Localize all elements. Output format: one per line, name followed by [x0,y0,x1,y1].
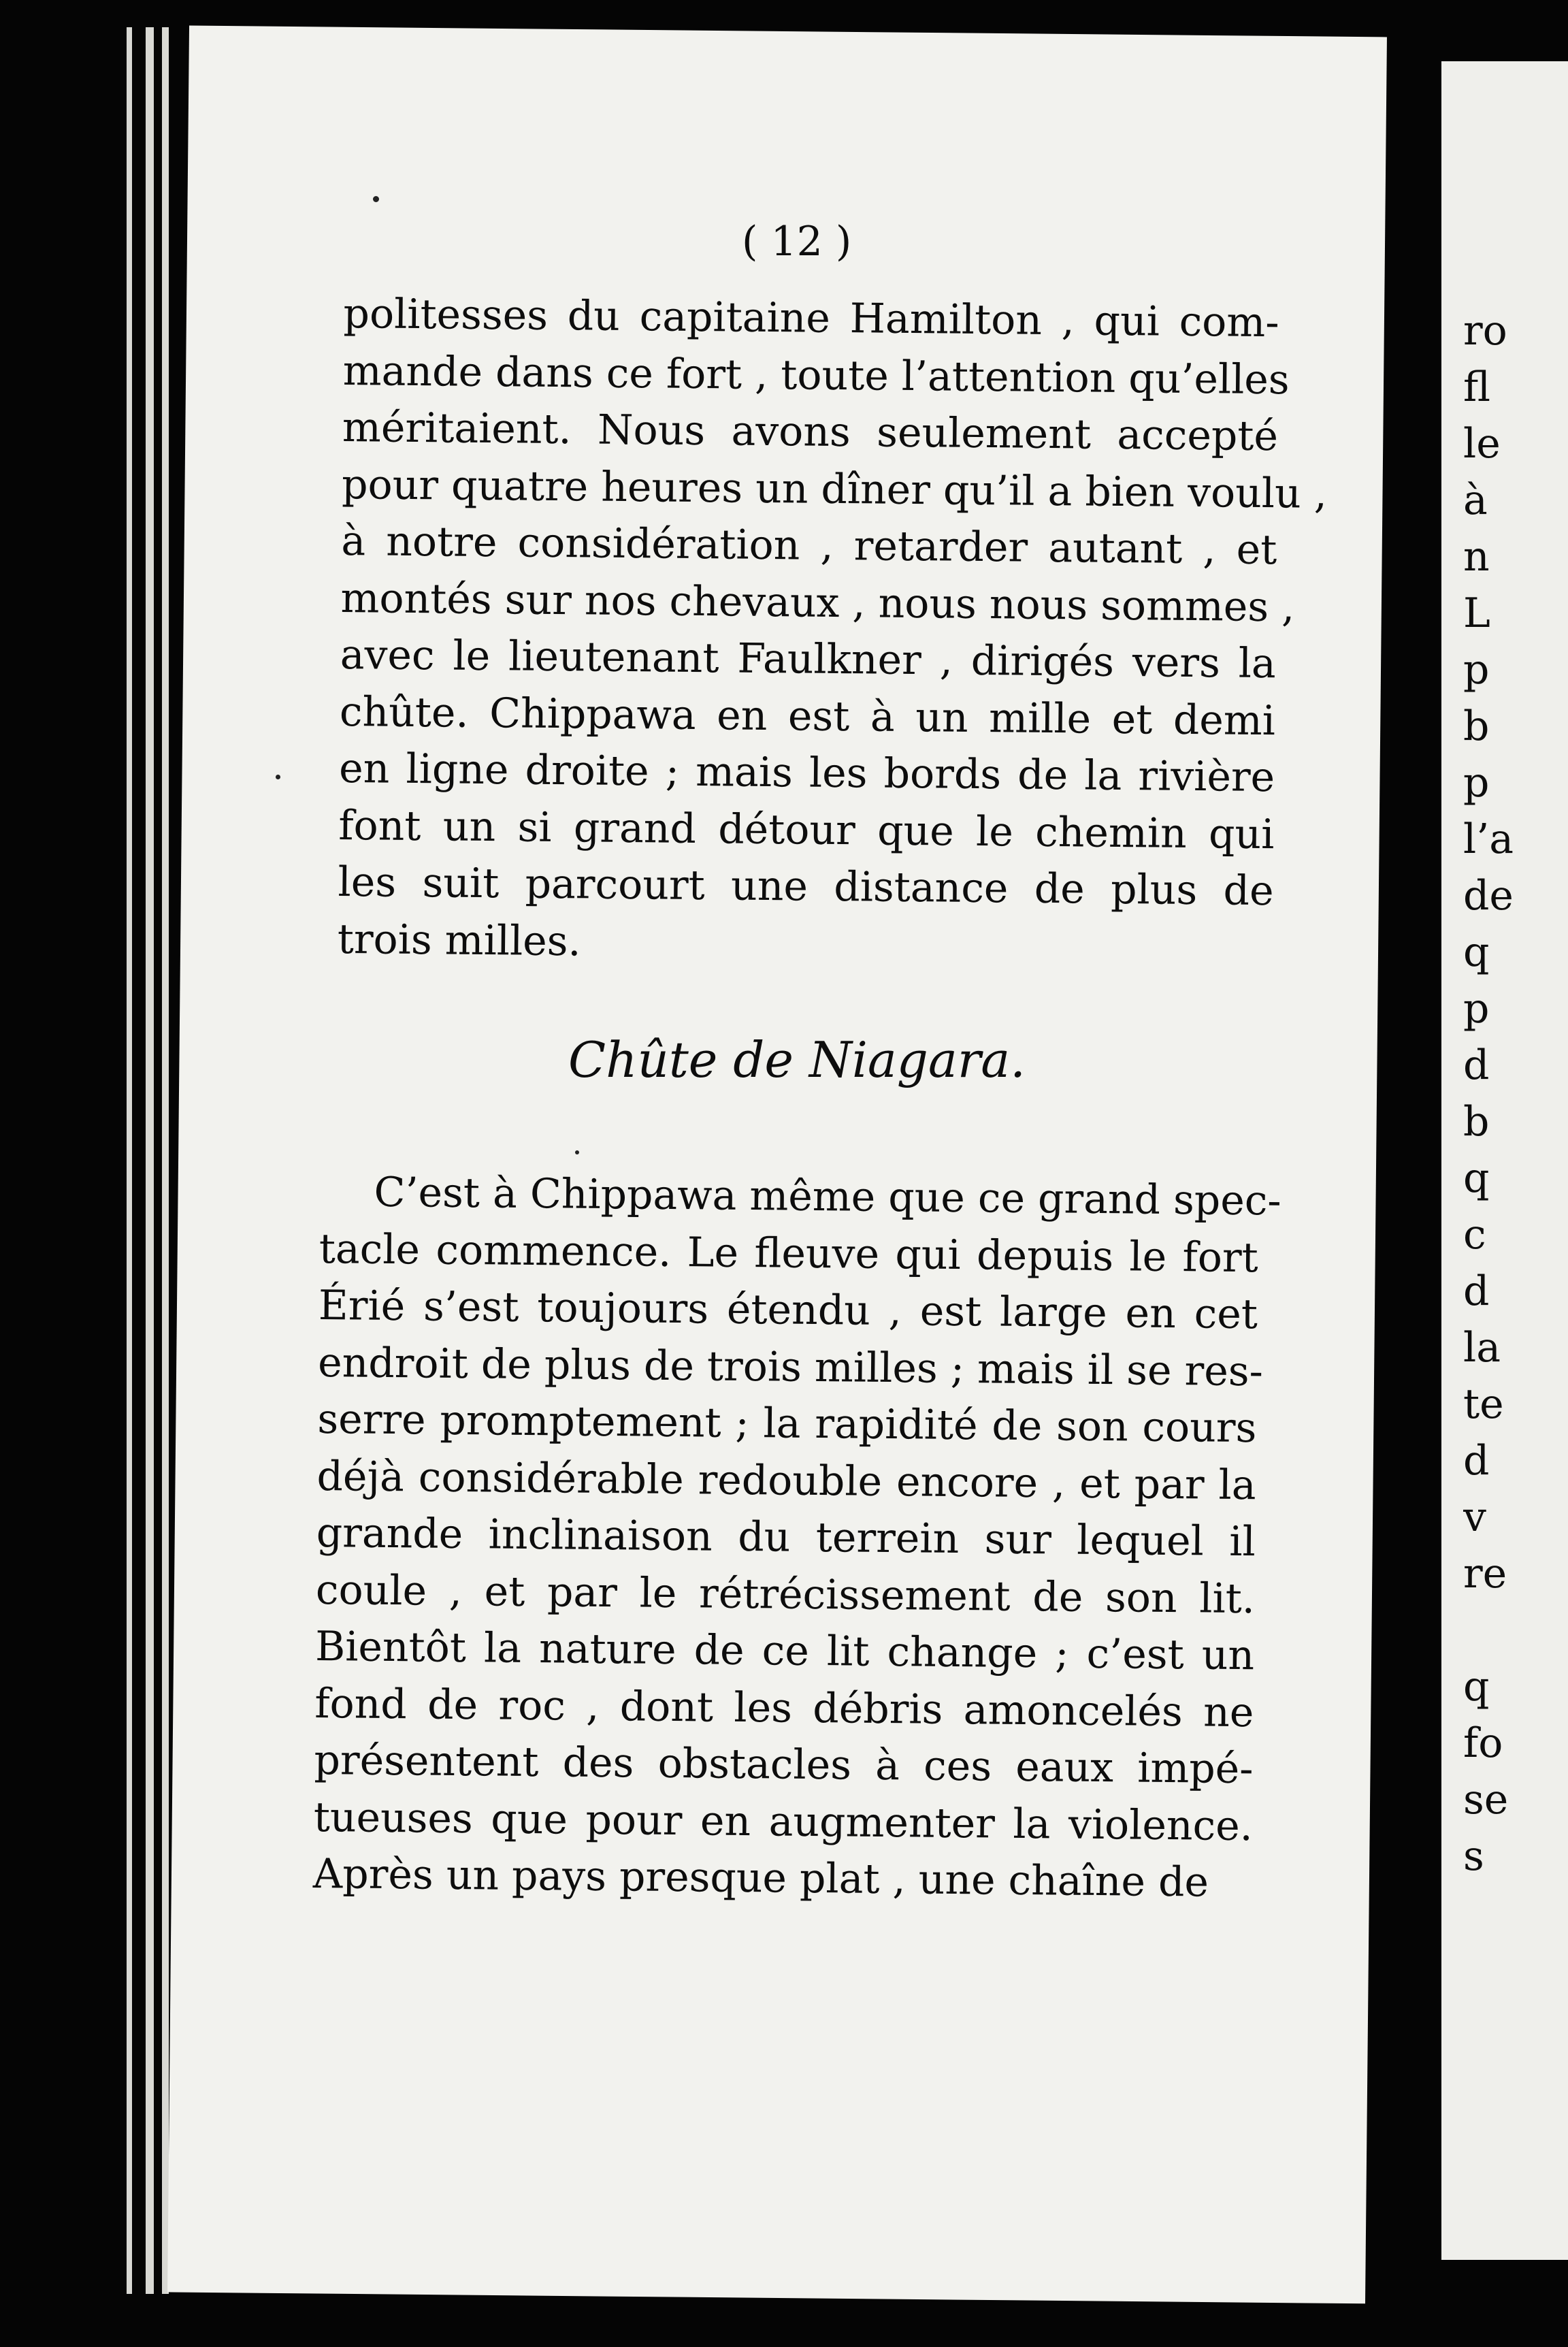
book-edge [146,27,154,2294]
text-line: pour quatre heures un dîner qu’il a bien voulu , [341,460,1328,518]
text-line: Bientôt la nature de ce lit change ; c’est un [314,1622,1255,1680]
text-line: présentent des obstacles à ces eaux impé- [314,1736,1254,1794]
facing-line-fragment: ro [1463,307,1507,355]
text-line: serre promptement ; la rapidité de son cours [317,1395,1257,1453]
text-line: mande dans ce fort , toute l’attention qu’elles [342,346,1290,404]
facing-line-fragment [1463,1602,1568,1659]
facing-line-fragment: q [1463,928,1490,976]
text-line: chûte. Chippawa en est à un mille et demi [339,687,1276,745]
book-edge [162,27,169,2294]
text-line: les suit parcourt une distance de plus de [338,858,1274,916]
facing-line-fragment: p [1463,646,1490,694]
facing-line-fragment: te [1463,1380,1504,1428]
page-number: ( 12 ) [742,218,852,265]
text-line: endroit de plus de trois milles ; mais il se res- [317,1338,1264,1395]
text-line: coule , et par le rétrécissement de son lit. [315,1566,1256,1623]
text-line: C’est à Chippawa même que ce grand spec- [374,1168,1281,1225]
text-line: font un si grand détour que le chemin qui [338,801,1275,858]
ink-speck [575,1150,579,1154]
facing-line-fragment: fo [1463,1719,1503,1767]
text-line: à notre considération , retarder autant , et [341,517,1277,574]
text-line: grande inclinaison du terrein sur lequel il [316,1508,1256,1566]
facing-line-fragment: b [1463,1098,1490,1146]
facing-line-fragment: q [1463,1663,1490,1711]
facing-line-fragment: L [1463,589,1490,637]
facing-line-fragment: c [1463,1211,1486,1259]
text-line: montés sur nos chevaux , nous nous sommes , [340,574,1295,631]
facing-line-fragment: p [1463,985,1490,1033]
text-line: fond de roc , dont les débris amoncelés ne [314,1679,1254,1736]
facing-line-fragment: re [1463,1550,1507,1598]
facing-line-fragment: la [1463,1324,1501,1372]
facing-line-fragment: le [1463,420,1501,468]
text-line: Érié s’est toujours étendu , est large en cet [318,1281,1258,1339]
text-line: avec le lieutenant Faulkner , dirigés vers la [340,630,1277,688]
text-line: trois milles. [337,915,581,965]
text-line: Après un pays presque plat , une chaîne de [312,1849,1209,1907]
facing-line-fragment: fl [1463,363,1491,411]
facing-page-text [1463,303,1568,1885]
facing-line-fragment: s [1463,1832,1484,1880]
facing-line-fragment: se [1463,1776,1509,1824]
paragraph-niagara [312,1164,1281,1912]
facing-line-fragment: b [1463,702,1490,750]
text-line: en ligne droite ; mais les bords de la rivière [338,744,1275,802]
facing-line-fragment: l’a [1463,815,1514,863]
facing-line-fragment: à [1463,476,1488,524]
text-line: politesses du capitaine Hamilton , qui com- [343,289,1279,347]
ink-speck [373,196,379,202]
facing-line-fragment: de [1463,872,1514,920]
text-line: tacle commence. Le fleuve qui depuis le fort [318,1225,1259,1282]
facing-line-fragment: q [1463,1154,1490,1202]
text-line: déjà considérable redouble encore , et par la [316,1452,1256,1509]
facing-line-fragment: d [1463,1267,1490,1315]
book-edge [127,27,132,2294]
facing-line-fragment: d [1463,1041,1490,1089]
facing-line-fragment: n [1463,533,1490,581]
facing-line-fragment: p [1463,759,1490,807]
paragraph-continued [337,286,1328,977]
facing-line-fragment: v [1463,1493,1486,1541]
text-line: méritaient. Nous avons seulement accepté [342,403,1279,461]
section-heading: Chûte de Niagara. [568,1031,1026,1088]
ink-speck [276,775,280,779]
facing-line-fragment: d [1463,1437,1490,1485]
text-line: tueuses que pour en augmenter la violence. [313,1793,1254,1850]
